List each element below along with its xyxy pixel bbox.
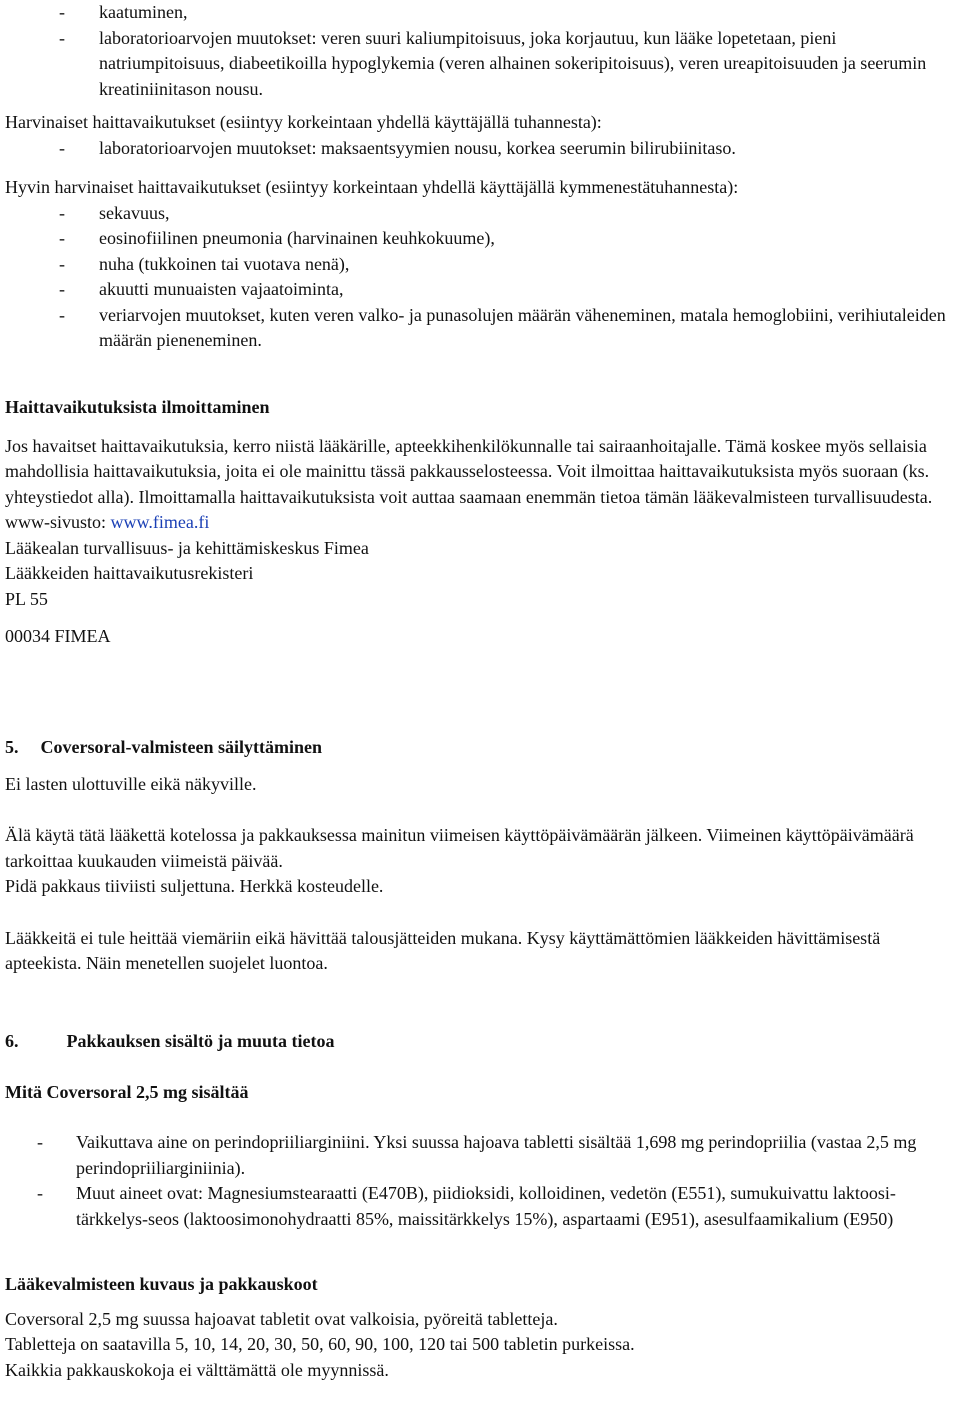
postcode: 00034 FIMEA bbox=[5, 626, 111, 646]
registry-name: Lääkkeiden haittavaikutusrekisteri bbox=[5, 563, 254, 583]
website-line: www-sivusto: www.fimea.fi bbox=[5, 512, 210, 532]
section-5-p2: Älä käytä tätä lääkettä kotelossa ja pakkauksessa mainitun viimeisen käyttöpäivämäärän jälkeen. Viimeinen käyttöpäivämäärä tarkoittaa kuukauden viimeistä päivää. bbox=[5, 825, 914, 871]
section-5 bbox=[5, 735, 955, 977]
rare-section bbox=[5, 110, 955, 161]
section-5-p4: Lääkkeitä ei tule heittää viemäriin eikä hävittää talousjätteiden mukana. Kysy käyttämättömien lääkkeiden hävittämisestä apteekista. Näin menetellen suojelet luontoa. bbox=[5, 927, 881, 973]
description-3: Kaikkia pakkauskokoja ei välttämättä ole myynnissä. bbox=[5, 1359, 389, 1380]
list-item: - eosinofiilinen pneumonia (harvinainen keuhkokuume), bbox=[59, 228, 495, 248]
list-item: - sekavuus, bbox=[59, 202, 170, 223]
top-list bbox=[5, 0, 955, 102]
list-item: - Vaikuttava aine on perindopriiliarginiini. Yksi suussa hajoava tabletti sisältää 1,698 mg perindopriilia (vastaa 2,5 mg perindopriiliarginiinia). bbox=[37, 1132, 917, 1178]
reporting-section bbox=[5, 395, 955, 650]
list-item: - laboratorioarvojen muutokset: veren suuri kaliumpitoisuus, joka korjautuu, kun lääke lopetetaan, pieni natriumpitoisuus, diabeetikoilla hypoglykemia (veren alhainen sokeripitoisuus), veren ureapitoisuuden ja seerumin kreatiniinitason nousu. bbox=[59, 27, 927, 99]
description-1: Coversoral 2,5 mg suussa hajoavat tabletit ovat valkoisia, pyöreitä tabletteja. bbox=[5, 1308, 558, 1329]
list-item: - nuha (tukkoinen tai vuotava nenä), bbox=[59, 253, 350, 274]
contents-heading: Mitä Coversoral 2,5 mg sisältää bbox=[5, 1081, 249, 1102]
section-6-title: 6. Pakkauksen sisältö ja muuta tietoa bbox=[5, 1031, 335, 1051]
description-heading: Lääkevalmisteen kuvaus ja pakkauskoot bbox=[5, 1274, 318, 1294]
list-item: - Muut aineet ovat: Magnesiumstearaatti (E470B), piidioksidi, kolloidinen, vedetön (E551), sumukuivattu laktoosi-tärkkelys-seos (laktoosimonohydraatti 85%, maissitärkkelys 15%), aspartaami (E951), asesulfaamikalium (E950) bbox=[37, 1183, 896, 1229]
section-5-title: 5. Coversoral-valmisteen säilyttäminen bbox=[5, 737, 322, 757]
section-5-p1: Ei lasten ulottuville eikä näkyville. bbox=[5, 773, 257, 794]
reporting-text: Jos havaitset haittavaikutuksia, kerro niistä lääkärille, apteekkihenkilökunnalle tai sairaanhoitajalle. Tämä koskee myös sellaisia mahdollisia haittavaikutuksia, joita ei ole mainittu tässä pakkausselosteessa. Voit ilmoittaa haittavaikutuksista myös suoraan (ks. yhteystiedot alla). Ilmoittamalla haittavaikutuksista voit auttaa saamaan enemmän tietoa tämän lääkevalmisteen turvallisuudesta. bbox=[5, 435, 933, 507]
rare-heading: Harvinaiset haittavaikutukset (esiintyy korkeintaan yhdellä käyttäjällä tuhannesta): bbox=[5, 112, 602, 132]
section-5-p3: Pidä pakkaus tiiviisti suljettuna. Herkkä kosteudelle. bbox=[5, 876, 384, 896]
very-rare-heading: Hyvin harvinaiset haittavaikutukset (esiintyy korkeintaan yhdellä käyttäjällä kymmenestätuhannesta): bbox=[5, 177, 739, 197]
fimea-link[interactable]: www.fimea.fi bbox=[110, 512, 210, 532]
list-item: - akuutti munuaisten vajaatoiminta, bbox=[59, 279, 344, 299]
reporting-heading: Haittavaikutuksista ilmoittaminen bbox=[5, 397, 270, 417]
list-item: - veriarvojen muutokset, kuten veren valko- ja punasolujen määrän väheneminen, matala hemoglobiini, verihiutaleiden määrän pieneneminen. bbox=[59, 304, 946, 350]
list-item: - laboratorioarvojen muutokset: maksaentsyymien nousu, korkea seerumin bilirubiinitaso. bbox=[59, 137, 736, 158]
description-2: Tabletteja on saatavilla 5, 10, 14, 20, 30, 50, 60, 90, 100, 120 tai 500 tabletin purkeissa. bbox=[5, 1334, 635, 1354]
po-box: PL 55 bbox=[5, 588, 48, 609]
list-item: - kaatuminen, bbox=[59, 2, 188, 22]
section-6 bbox=[5, 1029, 955, 1383]
very-rare-section bbox=[5, 175, 955, 354]
org-name: Lääkealan turvallisuus- ja kehittämiskeskus Fimea bbox=[5, 537, 369, 558]
